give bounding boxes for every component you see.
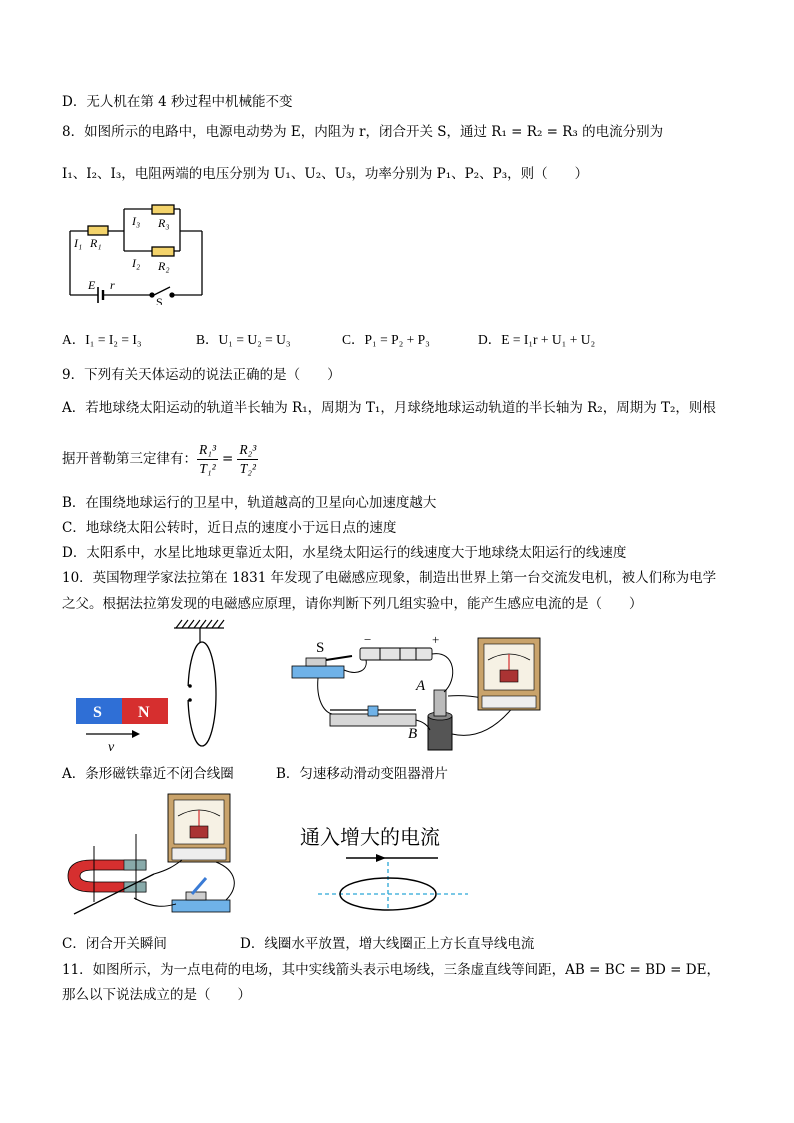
q8-stem-line2: I₁、I₂、I₃，电阻两端的电压分别为 U₁、U₂、U₃，功率分别为 P₁、P₂、P₃，则（ ） [62, 166, 589, 182]
label-i1: I₁ [74, 236, 83, 250]
kepler-equals: = [222, 451, 234, 467]
q8-option-b: B．U₁ = U₂ = U₃ [196, 332, 291, 347]
q10-option-d-label: D．线圈水平放置，增大线圈正上方长直导线电流 [240, 936, 535, 952]
kepler-prefix: 据开普勒第三定律有： [62, 451, 197, 467]
q9-option-a-line1: A．若地球绕太阳运动的轨道半长轴为 R₁，周期为 T₁，月球绕地球运动轨道的半长轴为 R₂，周期为 T₂，则根 [62, 400, 716, 416]
label-i3: I₃ [132, 214, 141, 228]
q10-option-c-label: C．闭合开关瞬间 [62, 936, 167, 952]
coil-b-label: B [408, 726, 418, 742]
q8-option-d: D．E = I₁r + U₁ + U₂ [478, 332, 596, 347]
q10-option-a-label: A．条形磁铁靠近不闭合线圈 [62, 766, 234, 782]
q8-stem-line1: 8．如图所示的电路中，电源电动势为 E，内阻为 r，闭合开关 S，通过 R₁ = R₂ = R₃ 的电流分别为 [62, 124, 664, 140]
label-e: E [88, 278, 96, 292]
q11-stem-line1: 11．如图所示，为一点电荷的电场，其中实线箭头表示电场线，三条虚直线等间距，AB = BC = BD = DE， [62, 962, 720, 978]
magnet-n-label: N [138, 704, 150, 721]
label-r1: R₁ [90, 236, 102, 250]
coil-a-label: A [416, 678, 426, 694]
q9-option-c: C．地球绕太阳公转时，近日点的速度小于远日点的速度 [62, 520, 397, 536]
switch-label: S [316, 640, 325, 656]
open-coil [188, 642, 216, 746]
velocity-label: v [108, 740, 115, 755]
q7-option-d: D．无人机在第 4 秒过程中机械能不变 [62, 94, 293, 110]
q8-option-c: C．P₁ = P₂ + P₃ [342, 332, 430, 347]
magnet-s-label: S [93, 704, 102, 721]
label-s: S [156, 295, 163, 305]
coil-a [434, 690, 446, 716]
q10-option-b-label: B．匀速移动滑动变阻器滑片 [276, 766, 448, 782]
q10-stem-line2: 之父。根据法拉第发现的电磁感应原理，请你判断下列几组实验中，能产生感应电流的是（ ） [62, 596, 643, 612]
battery [360, 648, 432, 660]
label-r2: R₂ [158, 259, 170, 273]
battery-minus: − [364, 632, 372, 647]
q10-stem-line1: 10．英国物理学家法拉第在 1831 年发现了电磁感应现象，制造出世界上第一台交流发电机，被人们称为电学 [62, 570, 717, 586]
q9-option-a-line2 [62, 438, 258, 480]
q10-figure-d [296, 818, 496, 922]
q11-stem-line2: 那么以下说法成立的是（ ） [62, 987, 251, 1003]
kepler-fraction-left: $\frac{\text{R₁³}}{\text{T₁²}}$ [199, 441, 216, 476]
q10-figure-b [288, 630, 548, 756]
switch-base [172, 900, 230, 912]
q9-stem: 9．下列有关天体运动的说法正确的是（ ） [62, 367, 341, 383]
label-i2: I₂ [132, 256, 141, 270]
figure-d-title: 通入增大的电流 [300, 827, 440, 849]
kepler-fraction-right: $\frac{\text{R₂³}}{\text{T₂²}}$ [239, 441, 257, 476]
q10-figure-c [64, 790, 244, 925]
resistor-r1 [88, 226, 108, 235]
battery-plus: + [432, 632, 440, 647]
resistor-r2 [152, 247, 174, 256]
q8-option-a: A．I₁ = I₂ = I₃ [62, 332, 142, 347]
resistor-r3 [152, 205, 174, 214]
switch-base [292, 666, 344, 678]
label-r: r [110, 278, 115, 292]
coil-b [428, 716, 452, 750]
label-r3: R₃ [158, 216, 170, 230]
q8-circuit-diagram [62, 195, 212, 305]
q10-figure-a [72, 616, 242, 756]
q9-option-b: B．在围绕地球运行的卫星中，轨道越高的卫星向心加速度越大 [62, 495, 437, 511]
q9-option-d: D．太阳系中，水星比地球更靠近太阳，水星绕太阳运行的线速度大于地球绕太阳运行的线速度 [62, 545, 627, 561]
